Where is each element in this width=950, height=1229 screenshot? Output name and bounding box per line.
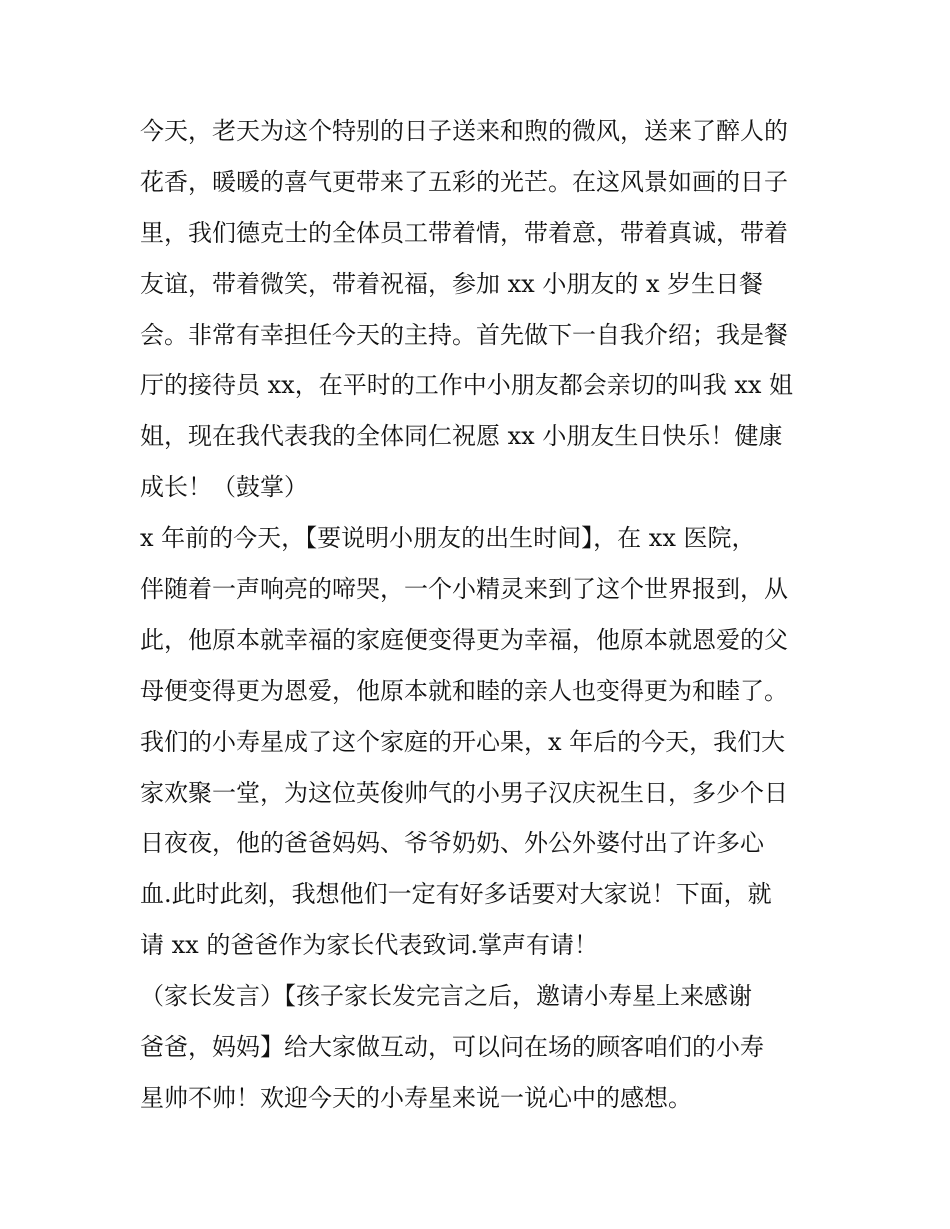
text-line: （家长发言）【孩子家长发完言之后，邀请小寿星上来感谢 — [140, 982, 752, 1011]
text-line: 今天，老天为这个特别的日子送来和煦的微风，送来了醉人的 — [140, 117, 788, 145]
text-line: 成长！（鼓掌） — [140, 473, 308, 502]
text-line: 姐，现在我代表我的全体同仁祝愿 xx 小朋友生日快乐！健康 — [140, 422, 783, 451]
text-line: x 年前的今天，【要说明小朋友的出生时间】，在 xx 医院， — [140, 524, 756, 553]
text-line: 花香，暖暖的喜气更带来了五彩的光芒。在这风景如画的日子 — [140, 167, 788, 196]
text-line: 伴随着一声响亮的啼哭，一个小精灵来到了这个世界报到，从 — [140, 575, 788, 604]
text-line: 此，他原本就幸福的家庭便变得更为幸福，他原本就恩爱的父 — [140, 625, 788, 654]
text-line: 友谊，带着微笑，带着祝福，参加 xx 小朋友的 x 岁生日餐 — [140, 269, 764, 298]
document-body — [140, 106, 820, 1124]
text-line: 日夜夜，他的爸爸妈妈、爷爷奶奶、外公外婆付出了许多心 — [140, 829, 764, 858]
text-line: 会。非常有幸担任今天的主持。首先做下一自我介绍；我是餐 — [140, 320, 788, 349]
text-line: 里，我们德克士的全体员工带着情，带着意，带着真诚，带着 — [140, 218, 788, 247]
text-line: 请 xx 的爸爸作为家长代表致词.掌声有请！ — [140, 931, 598, 960]
text-line: 爸爸，妈妈】给大家做互动，可以问在场的顾客咱们的小寿 — [140, 1033, 764, 1062]
text-line: 星帅不帅！欢迎今天的小寿星来说一说心中的感想。 — [140, 1083, 692, 1112]
text-line: 厅的接待员 xx，在平时的工作中小朋友都会亲切的叫我 xx 姐 — [140, 371, 794, 400]
text-line: 家欢聚一堂，为这位英俊帅气的小男子汉庆祝生日，多少个日 — [140, 778, 788, 807]
text-line: 我们的小寿星成了这个家庭的开心果，x 年后的今天，我们大 — [140, 727, 786, 756]
text-line: 母便变得更为恩爱，他原本就和睦的亲人也变得更为和睦了。 — [140, 676, 788, 705]
text-line: 血.此时此刻，我想他们一定有好多话要对大家说！下面，就 — [140, 880, 772, 909]
